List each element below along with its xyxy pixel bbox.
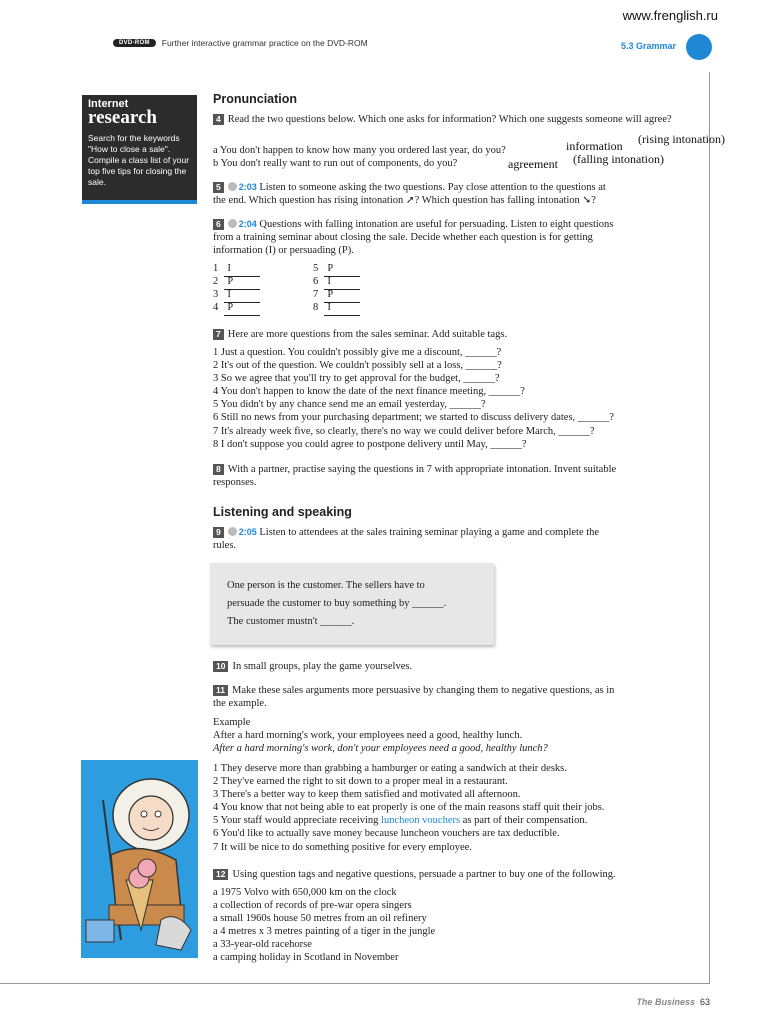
- answer-item: 8 I: [313, 301, 360, 316]
- exercise-number: 8: [213, 464, 224, 475]
- exercise-number: 5: [213, 182, 224, 193]
- list-item: 5 Your staff would appreciate receiving luncheon vouchers as part of their compensation.: [213, 815, 588, 827]
- exercise-4-b: b You don't really want to run out of components, do you?: [213, 158, 458, 169]
- exercise-number: 6: [213, 219, 224, 230]
- section-circle-icon: [686, 34, 712, 60]
- exercise-8-line-2: responses.: [213, 477, 257, 488]
- answer-item: 1 I: [213, 262, 260, 277]
- list-item: 6 You'd like to actually save money because luncheon vouchers are tax deductible.: [213, 828, 560, 840]
- list-item: 7 It's already week five, so clearly, there's no way we could deliver before March, ______?: [213, 425, 595, 437]
- exercise-number: 11: [213, 685, 228, 696]
- list-item: a 1975 Volvo with 650,000 km on the clock: [213, 887, 397, 898]
- exercise-number: 9: [213, 527, 224, 538]
- list-item: a camping holiday in Scotland in November: [213, 952, 399, 964]
- list-item: 8 I don't suppose you could agree to postpone delivery until May, ______?: [213, 438, 527, 450]
- answer-item: 6 I: [313, 275, 360, 290]
- exercise-4-a-answer: information: [566, 139, 623, 153]
- answer-item: 3 I: [213, 288, 260, 303]
- list-item: 5 You didn't by any chance send me an email yesterday, ______?: [213, 399, 486, 411]
- exercise-9: [213, 526, 683, 552]
- exercise-4-a: a You don't happen to know how many you ordered last year, do you?: [213, 145, 506, 156]
- list-item: a 4 metres x 3 metres painting of a tiger in the jungle: [213, 926, 436, 938]
- list-item: 3 So we agree that you'll try to get approval for the budget, ______?: [213, 373, 500, 385]
- answer-item: 4 P: [213, 301, 260, 316]
- answer-blank[interactable]: P: [224, 303, 260, 316]
- rules-line-2: persuade the customer to buy something by ______.: [227, 598, 447, 609]
- answer-blank[interactable]: I: [224, 290, 260, 303]
- eskimo-icon: [81, 760, 198, 958]
- exercise-number: 4: [213, 114, 224, 125]
- section-label: 5.3 Grammar: [620, 41, 676, 51]
- exercise-11-line-2: the example.: [213, 698, 267, 709]
- answer-item: 5 P: [313, 262, 360, 277]
- dvd-rom-icon: DVD-ROM: [113, 39, 156, 47]
- exercise-11: [213, 684, 683, 710]
- list-item: 7 It will be nice to do something positive for every employee.: [213, 841, 472, 853]
- exercise-6-line-1: Questions with falling intonation are useful for persuading. Listen to eight questions: [259, 219, 614, 230]
- audio-cd-icon: [228, 219, 237, 228]
- exercise-4-b-answer: agreement: [508, 157, 558, 171]
- page-number: 63: [699, 997, 710, 1007]
- exercise-11-list: [213, 762, 703, 854]
- page-frame-bottom: [0, 983, 710, 984]
- luncheon-vouchers-link[interactable]: luncheon vouchers: [381, 815, 461, 827]
- exercise-7-list: [213, 346, 703, 451]
- internet-research-title-2: research: [88, 107, 157, 128]
- dvd-note-text: Further interactive grammar practice on the DVD-ROM: [161, 38, 368, 48]
- exercise-9-line-1: Listen to attendees at the sales training seminar playing a game and complete the: [259, 527, 600, 538]
- exercise-number: 12: [213, 869, 228, 880]
- list-item: 4 You know that not being able to eat properly is one of the main reasons staff quit their jobs.: [213, 802, 605, 814]
- example-question: After a hard morning's work, don't your employees need a good, healthy lunch?: [213, 743, 548, 755]
- exercise-12: [213, 868, 683, 881]
- exercise-number: 10: [213, 661, 228, 672]
- answer-blank[interactable]: I: [324, 277, 360, 290]
- listening-heading: Listening and speaking: [213, 505, 352, 519]
- list-item: 2 They've earned the right to sit down to a proper meal in a restaurant.: [213, 776, 508, 788]
- exercise-4-instruction: Read the two questions below. Which one asks for information? Which one suggests someone will agree?: [227, 114, 672, 125]
- exercise-9-line-2: rules.: [213, 540, 237, 551]
- exercise-10-text: In small groups, play the game yourselves.: [232, 661, 413, 672]
- exercise-12-list: [213, 886, 683, 965]
- exercise-4-b-note: (falling intonation): [573, 152, 664, 166]
- exercise-11-example: [213, 716, 683, 755]
- internet-research-text: Search for the keywords "How to close a sale". Compile a class list of your top five tips for closing the sale.: [88, 133, 190, 187]
- exercise-8-line-1: With a partner, practise saying the questions in 7 with appropriate intonation. Invent suitable: [227, 464, 617, 475]
- rules-line-3: The customer mustn't ______.: [227, 616, 355, 627]
- page-frame-right: [709, 72, 710, 984]
- example-statement: After a hard morning's work, your employees need a good, healthy lunch.: [213, 730, 523, 742]
- track-number: 2:05: [238, 527, 257, 537]
- answer-blank[interactable]: I: [224, 264, 260, 277]
- exercise-11-line-1: Make these sales arguments more persuasive by changing them to negative questions, as in: [232, 685, 615, 696]
- audio-cd-icon: [228, 182, 237, 191]
- pronunciation-heading: Pronunciation: [213, 92, 298, 106]
- book-brand: The Business: [636, 997, 695, 1007]
- list-item: 1 They deserve more than grabbing a hamburger or eating a sandwich at their desks.: [213, 763, 567, 774]
- exercise-10: [213, 660, 683, 673]
- list-item: 6 Still no news from your purchasing department; we started to discuss delivery dates, ______?: [213, 412, 614, 424]
- list-item: a 33-year-old racehorse: [213, 939, 312, 951]
- list-item: 2 It's out of the question. We couldn't possibly sell at a loss, ______?: [213, 360, 502, 372]
- list-item: 4 You don't happen to know the date of the next finance meeting, ______?: [213, 386, 525, 398]
- site-url: www.frenglish.ru: [622, 8, 718, 23]
- list-item: a small 1960s house 50 metres from an oil refinery: [213, 913, 427, 925]
- exercise-5-line-1: Listen to someone asking the two questions. Pay close attention to the questions at: [259, 182, 606, 193]
- track-number: 2:04: [238, 219, 257, 229]
- page-footer: [636, 997, 710, 1007]
- answer-item: 7 P: [313, 288, 360, 303]
- internet-research-title-1: Internet: [88, 98, 129, 110]
- exercise-number: 7: [213, 329, 224, 340]
- dvd-note: [113, 38, 368, 48]
- answer-item: 2 P: [213, 275, 260, 290]
- rules-line-1: One person is the customer. The sellers have to: [227, 580, 425, 591]
- answer-blank[interactable]: P: [324, 264, 360, 277]
- exercise-12-instruction: Using question tags and negative questions, persuade a partner to buy one of the following.: [232, 869, 616, 880]
- example-label: Example: [213, 717, 251, 728]
- exercise-4: [213, 113, 683, 126]
- track-number: 2:03: [238, 182, 257, 192]
- exercise-5: [213, 181, 683, 207]
- answer-blank[interactable]: P: [324, 290, 360, 303]
- exercise-8: [213, 463, 683, 489]
- rules-note: [210, 563, 494, 645]
- exercise-6: [213, 218, 683, 257]
- list-item: 3 There's a better way to keep them satisfied and motivated all afternoon.: [213, 789, 521, 801]
- eskimo-illustration: [81, 760, 198, 958]
- list-item: a collection of records of pre-war opera singers: [213, 900, 412, 912]
- exercise-7: [213, 328, 683, 341]
- exercise-4-a-note: (rising intonation): [638, 132, 725, 146]
- exercise-5-line-2: the end. Which question has rising intonation ➚? Which question has falling intonation ➘?: [213, 195, 596, 206]
- answer-blank[interactable]: I: [324, 303, 360, 316]
- exercise-6-line-2: from a training seminar about closing the sale. Decide whether each question is for getting: [213, 232, 593, 243]
- audio-cd-icon: [228, 527, 237, 536]
- answer-blank[interactable]: P: [224, 277, 260, 290]
- exercise-7-instruction: Here are more questions from the sales seminar. Add suitable tags.: [227, 329, 508, 340]
- list-item: 1 Just a question. You couldn't possibly give me a discount, ______?: [213, 347, 502, 358]
- exercise-6-line-3: information (I) or persuading (P).: [213, 245, 354, 256]
